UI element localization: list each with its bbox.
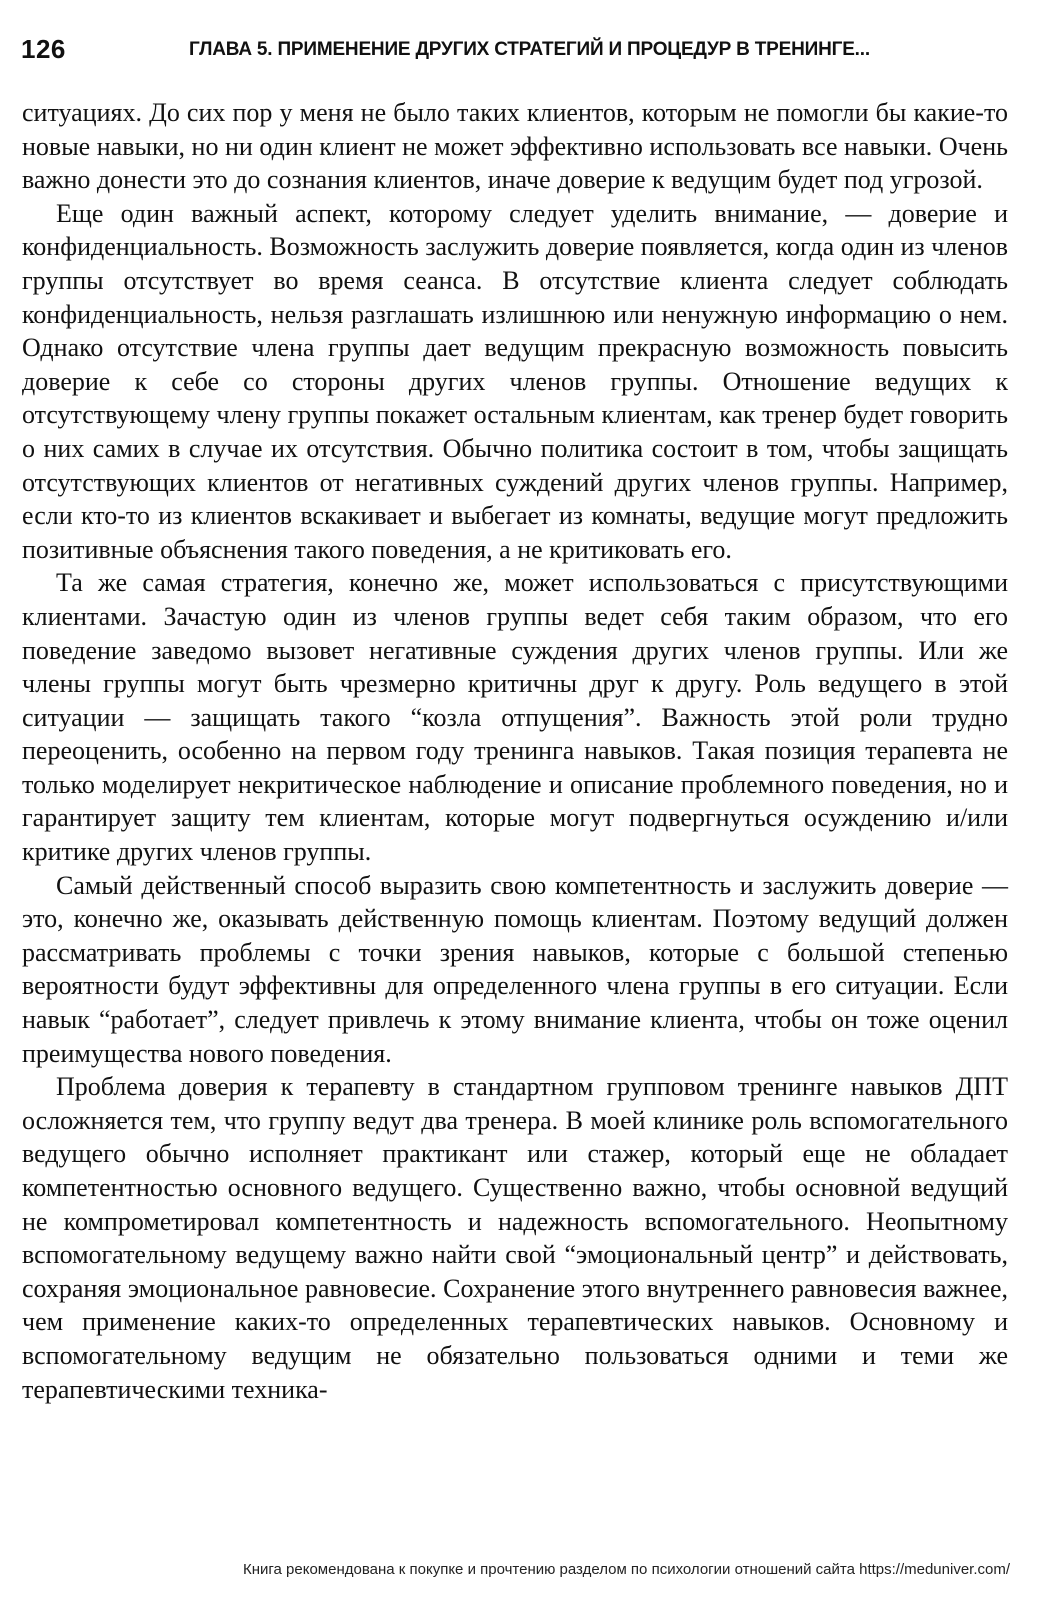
paragraph-continued: ситуациях. До сих пор у меня не было таких клиентов, которым не помогли бы какие-то новые навыки, но ни один клиент не может эффективно использовать все навыки. Очень важно донести это до сознания клиентов, иначе доверие к ведущим будет под угрозой.	[22, 98, 1008, 195]
chapter-title: ГЛАВА 5. ПРИМЕНЕНИЕ ДРУГИХ СТРАТЕГИЙ И ПРОЦЕДУР В ТРЕНИНГЕ...	[189, 39, 870, 60]
footer-note: Книга рекомендована к покупке и прочтению разделом по психологии отношений сайта https://meduniver.com/	[243, 1561, 1010, 1578]
body-text	[22, 96, 1008, 1406]
paragraph-present-clients: Та же самая стратегия, конечно же, может использоваться с присутствующими клиентами. Зачастую один из членов группы ведет себя таким образом, что его поведение заведомо вызовет негативные суждения других членов группы. Или же члены группы могут быть чрезмерно критичны друг к другу. Роль ведущего в этой ситуации — защищать такого “козла отпущения”. Важность этой роли трудно переоценить, особенно на первом году тренинга навыков. Такая позиция терапевта не только моделирует некритическое наблюдение и описание проблемного поведения, но и гарантирует защиту тем клиентам, которые могут подвергнуться осуждению и/или критике других членов группы.	[22, 568, 1008, 867]
paragraph-trust-confidentiality: Еще один важный аспект, которому следует уделить внимание, — доверие и конфиденциальность. Возможность заслужить доверие появляется, когда один из членов группы отсутствует во время сеанса. В отсутствие клиента следует соблюдать конфиденциальность, нельзя разглашать излишнюю или ненужную информацию о нем. Однако отсутствие члена группы дает ведущим прекрасную возможность повысить доверие к себе со стороны других членов группы. Отношение ведущих к отсутствующему члену группы покажет остальным клиентам, как тренер будет говорить о них самих в случае их отсутствия. Обычно политика состоит в том, чтобы защищать отсутствующих клиентов от негативных суждений других членов группы. Например, если кто-то из клиентов вскакивает и выбегает из комнаты, ведущие могут предложить позитивные объяснения такого поведения, а не критиковать его.	[22, 198, 1008, 564]
paragraph-co-leaders: Проблема доверия к терапевту в стандартном групповом тренинге навыков ДПТ осложняется тем, что группу ведут два тренера. В моей клинике роль вспомогательного ведущего обычно исполняет практикант или стажер, который еще не обладает компетентностью основного ведущего. Существенно важно, чтобы основной ведущий не компрометировал компетентность и надежность вспомогательного. Неопытному вспомогательному ведущему важно найти свой “эмоциональный центр” и действовать, сохраняя эмоциональное равновесие. Сохранение этого внутреннего равновесия важнее, чем применение каких-то определенных терапевтических навыков. Основному и вспомогательному ведущим не обязательно пользоваться одними и теми же терапевтическими техника-	[22, 1072, 1008, 1404]
page-number: 126	[21, 34, 66, 64]
paragraph-competence: Самый действенный способ выразить свою компетентность и заслужить доверие — это, конечно же, оказывать действенную помощь клиентам. Поэтому ведущий должен рассматривать проблемы с точки зрения навыков, которые с большой степенью вероятности будут эффективны для определенного члена группы в его ситуации. Если навык “работает”, следует привлечь к этому внимание клиента, чтобы он тоже оценил преимущества нового поведения.	[22, 870, 1008, 1068]
running-head	[21, 34, 1021, 68]
